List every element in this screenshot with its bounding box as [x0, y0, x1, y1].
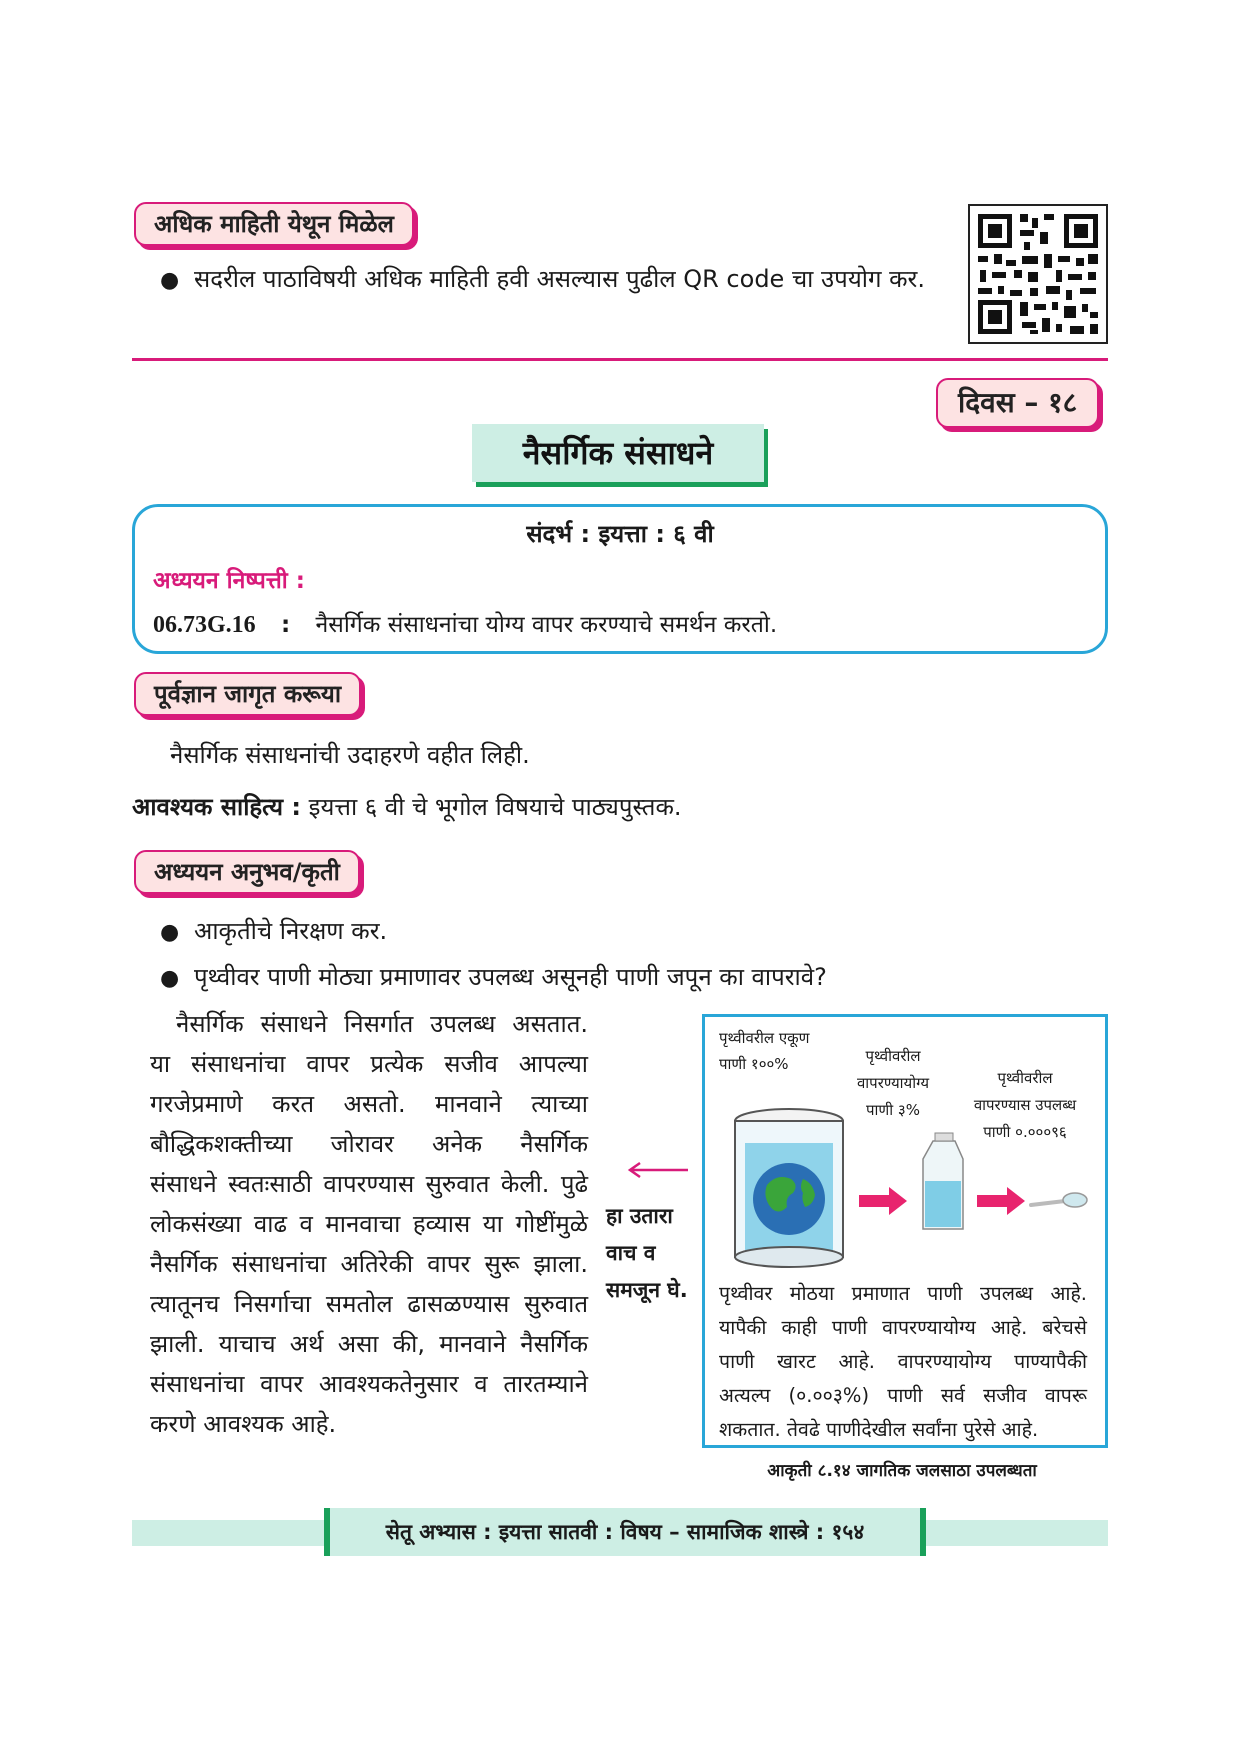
prior-knowledge-text: नैसर्गिक संसाधनांची उदाहरणे वहीत लिही.: [170, 741, 530, 769]
more-info-heading: अधिक माहिती येथून मिळेल: [134, 202, 414, 246]
outcome-separator: :: [280, 612, 291, 638]
footer-box: [324, 1508, 926, 1556]
passage-line: नैसर्गिक संसाधनांचा अतिरेकी वापर सुरू झाला.: [150, 1250, 588, 1278]
bullet-icon: ●: [160, 920, 180, 945]
water-jug-icon: [923, 1133, 963, 1229]
water-availability-illustration: [719, 1099, 1089, 1269]
footer-text: सेतू अभ्यास : इयत्ता सातवी : विषय – सामाजिक शास्त्रे : १५४: [385, 1520, 865, 1544]
materials-line: [132, 790, 682, 823]
passage-line: झाली. याचाच अर्थ असा की, मानवाने नैसर्गिक: [150, 1330, 588, 1358]
reference-line: संदर्भ : इयत्ता : ६ वी: [526, 520, 714, 548]
passage-line: या संसाधनांचा वापर प्रत्येक सजीव आपल्या: [150, 1050, 588, 1078]
materials-label: आवश्यक साहित्य :: [132, 793, 302, 821]
passage-line: संसाधने स्वतःसाठी वापरण्यास सुरुवात केली. पुढे: [150, 1170, 588, 1198]
outcome-line: [153, 607, 777, 639]
activity-bullet-2: [160, 960, 827, 993]
side-note: [606, 1198, 688, 1309]
figure-description: पृथ्वीवर मोठया प्रमाणात पाणी उपलब्ध आहे. यापैकी काही पाणी वापरण्यायोग्य आहे. बरेचसे पाणी खारट आहे. वापरण्यायोग्य पाण्यापैकी अत्यल्प (०.००३%) पाणी सर्व सजीव वापरू शकतात. तेवढे पाणीदेखील सर्वांना पुरेसे आहे.: [719, 1282, 1087, 1441]
chapter-title: नैसर्गिक संसाधने: [522, 434, 714, 472]
activity-bullet-text: आकृतीचे निरक्षण कर.: [194, 917, 388, 945]
spoon-icon: [1031, 1193, 1087, 1207]
passage-line: संसाधनांचा वापर आवश्यकतेनुसार व तारतम्याने: [150, 1370, 588, 1398]
materials-text: इयत्ता ६ वी चे भूगोल विषयाचे पाठ्यपुस्तक.: [308, 793, 682, 821]
left-arrow-icon: [624, 1160, 690, 1180]
label-usable-water: पृथ्वीवरील वापरण्यायोग्य पाणी ३%: [856, 1047, 930, 1119]
passage-line: लोकसंख्या वाढ व मानवाचा हव्यास या गोष्टींमुळे: [150, 1210, 588, 1238]
qr-code[interactable]: [968, 204, 1108, 344]
activity-heading: अध्ययन अनुभव/कृती: [134, 850, 360, 894]
glass-cylinder-icon: [735, 1109, 843, 1267]
passage: [150, 1004, 588, 1444]
reference-box: [132, 504, 1108, 654]
chapter-title-box: [472, 424, 764, 482]
qr-code-icon: [970, 206, 1106, 342]
side-note-line: समजून घे.: [606, 1278, 688, 1302]
bullet-icon: ●: [160, 966, 180, 991]
figure-box: [702, 1014, 1108, 1448]
figure-caption: आकृती ८.१४ जागतिक जलसाठा उपलब्धता: [767, 1461, 1037, 1481]
passage-line: नैसर्गिक संसाधने निसर्गात उपलब्ध असतात.: [176, 1010, 588, 1038]
outcome-code: 06.73G.16: [153, 612, 256, 638]
activity-bullet-1: [160, 914, 387, 947]
pink-arrow-icon: [859, 1187, 907, 1215]
day-badge: दिवस – १८: [936, 378, 1099, 428]
passage-line: बौद्धिकशक्तीच्या जोरावर अनेक नैसर्गिक: [150, 1130, 588, 1158]
passage-line: त्यातूनच निसर्गाचा समतोल ढासळण्यास सुरुवात: [150, 1290, 588, 1318]
passage-line: करणे आवश्यक आहे.: [150, 1410, 337, 1438]
passage-line: गरजेप्रमाणे करत असतो. मानवाने त्याच्या: [150, 1090, 588, 1118]
section-divider: [132, 358, 1108, 361]
prior-knowledge-heading: पूर्वज्ञान जागृत करूया: [134, 672, 361, 716]
side-note-line: हा उतारा: [606, 1204, 673, 1228]
more-info-bullet: [160, 262, 925, 295]
activity-bullet-text: पृथ्वीवर पाणी मोठ्या प्रमाणावर उपलब्ध असूनही पाणी जपून का वापरावे?: [194, 963, 827, 991]
pink-arrow-icon: [977, 1187, 1025, 1215]
bullet-icon: ●: [160, 268, 180, 293]
outcome-label: अध्ययन निष्पत्ती :: [153, 568, 305, 594]
more-info-text: सदरील पाठाविषयी अधिक माहिती हवी असल्यास पुढील QR code चा उपयोग कर.: [194, 265, 925, 293]
outcome-text: नैसर्गिक संसाधनांचा योग्य वापर करण्याचे समर्थन करतो.: [315, 612, 778, 638]
label-available-water: पृथ्वीवरील वापरण्यास उपलब्ध पाणी ०.०००९६: [973, 1069, 1077, 1141]
side-note-line: वाच व: [606, 1241, 656, 1265]
label-total-water: पृथ्वीवरील एकूण पाणी १००%: [719, 1029, 810, 1073]
